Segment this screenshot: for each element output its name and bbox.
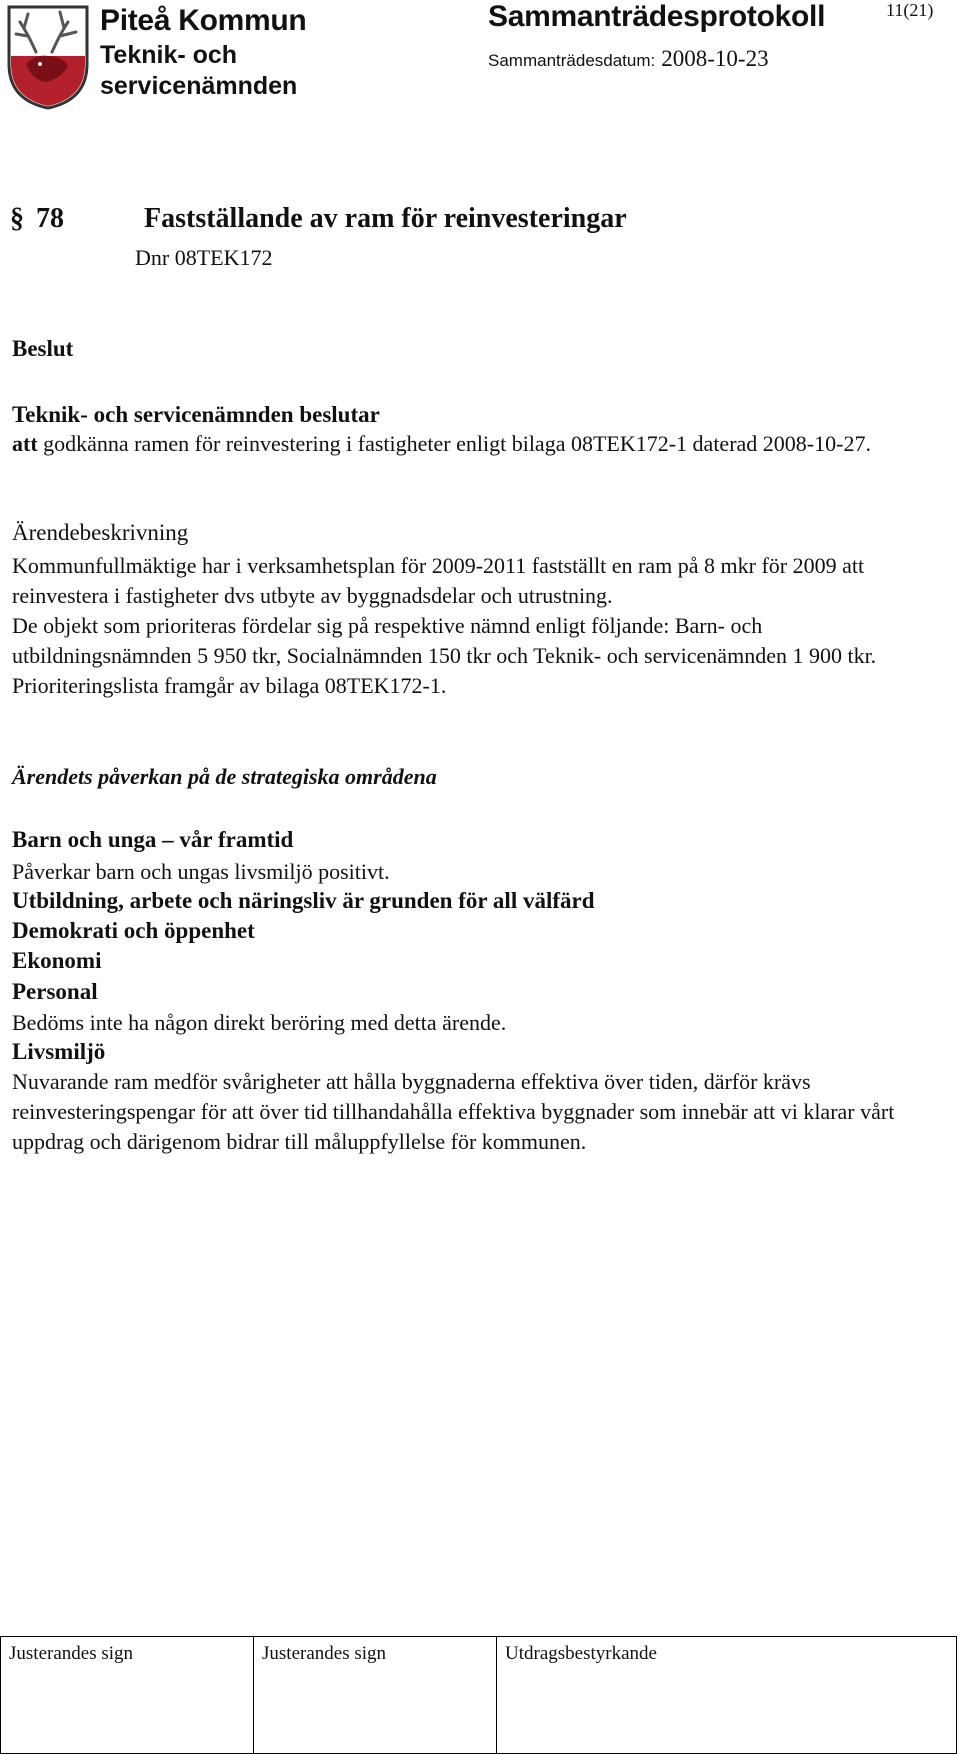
strategic-area-children-heading: Barn och unga – vår framtid xyxy=(12,827,294,852)
decision-att: att xyxy=(12,431,38,456)
document-title: Sammanträdesprotokoll xyxy=(488,0,826,33)
decision-heading: Beslut xyxy=(12,336,74,361)
decision-lead: Teknik- och servicenämnden beslutar xyxy=(12,402,380,427)
signature-cell-2: Justerandes sign xyxy=(254,1637,497,1754)
case-number: Dnr 08TEK172 xyxy=(135,245,273,270)
decision-text xyxy=(12,429,947,459)
section-title: Fastställande av ram för reinvesteringar xyxy=(144,203,627,234)
strategic-heading: Ärendets påverkan på de strategiska områdena xyxy=(12,764,437,789)
meeting-date xyxy=(488,46,769,72)
municipal-coat-of-arms-logo xyxy=(6,4,90,110)
strategic-area-education-heading: Utbildning, arbete och näringsliv är grunden för all välfärd xyxy=(12,888,595,913)
description-paragraph-2: De objekt som prioriteras fördelar sig på respektive nämnd enligt följande: Barn- och utbildningsnämnden 5 950 tkr, Socialnämnden 150 tkr och Teknik- och servicenämnden 1 900 tkr. Prioriteringslista framgår av bilaga 08TEK172-1. xyxy=(12,613,877,698)
paragraph-sign: § xyxy=(10,203,24,234)
description-paragraph-1: Kommunfullmäktige har i verksamhetsplan för 2009-2011 fastställt en ram på 8 mkr för 2009 att reinvestera i fastigheter dvs utbyte av byggnadsdelar och utrustning. xyxy=(12,553,865,608)
committee-name: Teknik- och servicenämnden xyxy=(100,41,298,100)
signature-table xyxy=(0,1636,957,1754)
strategic-area-democracy-heading: Demokrati och öppenhet xyxy=(12,918,255,943)
meeting-date-label: Sammanträdesdatum: xyxy=(488,51,656,70)
strategic-area-personnel-heading: Personal xyxy=(12,979,98,1004)
description-heading: Ärendebeskrivning xyxy=(12,520,189,545)
paragraph-number: 78 xyxy=(36,203,64,234)
decision-body: godkänna ramen för reinvestering i fastigheter enligt bilaga 08TEK172-1 daterad 2008-10-27. xyxy=(37,431,871,456)
signature-cell-1: Justerandes sign xyxy=(1,1637,254,1754)
strategic-area-economy-heading: Ekonomi xyxy=(12,948,102,973)
page-number: 11(21) xyxy=(886,0,934,20)
meeting-date-value: 2008-10-23 xyxy=(661,46,769,71)
strategic-area-personnel-text: Bedöms inte ha någon direkt beröring med detta ärende. xyxy=(12,1010,507,1035)
signature-cell-3: Utdragsbestyrkande xyxy=(497,1637,957,1754)
strategic-area-environment-text: Nuvarande ram medför svårigheter att hålla byggnaderna effektiva över tiden, därför krävs reinvesteringspengar för att över tid tillhandahålla effektiva byggnader som innebär att vi klarar vårt uppdrag och därigenom bidrar till måluppfyllelse för kommunen. xyxy=(12,1069,895,1154)
signature-row xyxy=(1,1637,957,1754)
organization-name: Piteå Kommun xyxy=(100,4,307,37)
strategic-area-environment-heading: Livsmiljö xyxy=(12,1039,106,1064)
section-heading xyxy=(10,203,627,235)
description-text xyxy=(12,551,947,701)
strategic-area-children-text: Påverkar barn och ungas livsmiljö positivt. xyxy=(12,859,390,884)
